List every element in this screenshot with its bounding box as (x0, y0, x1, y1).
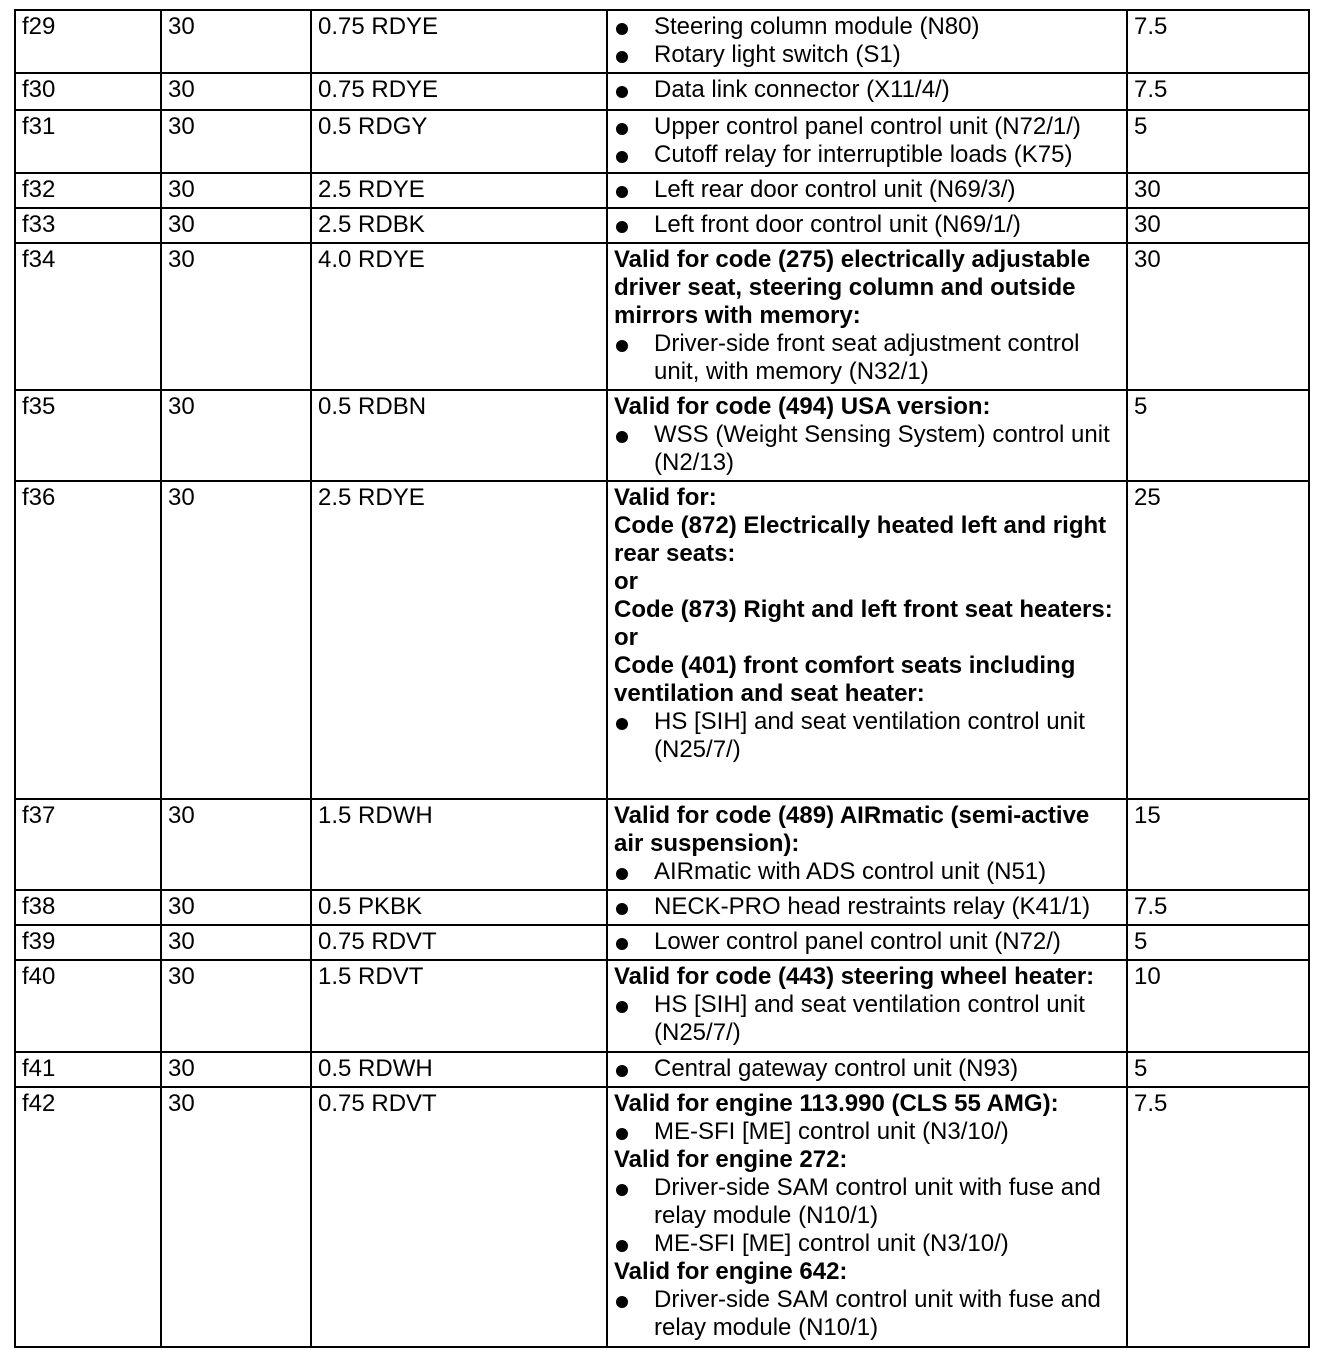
bullet-icon (616, 1128, 628, 1140)
fuse-number-cell: f29 (15, 10, 161, 73)
consumer-item-text: ME-SFI [ME] control unit (N3/10/) (654, 1118, 1009, 1145)
bullet-icon (616, 151, 628, 163)
condition-heading: or (614, 624, 638, 651)
circuit-cell: 30 (161, 1087, 311, 1347)
consumer-item-text: Upper control panel control unit (N72/1/) (654, 113, 1081, 140)
consumer-item-text: Steering column module (N80) (654, 13, 980, 40)
condition-heading: Valid for engine 642: (614, 1258, 848, 1285)
consumer-item (614, 893, 1124, 921)
consumer-cell (607, 208, 1127, 243)
bullet-icon (616, 1184, 628, 1196)
consumer-item-text: Left front door control unit (N69/1/) (654, 211, 1021, 238)
bullet-icon (616, 1296, 628, 1308)
bullet-icon (616, 431, 628, 443)
fuse-rating-cell: 5 (1127, 390, 1309, 481)
consumer-cell (607, 110, 1127, 173)
table-row (15, 890, 1309, 925)
consumer-item-text: Central gateway control unit (N93) (654, 1055, 1019, 1082)
fuse-rating-cell: 30 (1127, 243, 1309, 390)
table-row (15, 1087, 1309, 1347)
consumer-item-text: WSS (Weight Sensing System) control unit (N2/13) (654, 421, 1110, 476)
consumer-item-text: Cutoff relay for interruptible loads (K75) (654, 141, 1073, 168)
wire-cell: 1.5 RDWH (311, 799, 607, 890)
table-row (15, 481, 1309, 799)
circuit-cell: 30 (161, 110, 311, 173)
consumer-cell (607, 1052, 1127, 1087)
consumer-item-text: Data link connector (X11/4/) (654, 76, 950, 103)
consumer-item-text: Lower control panel control unit (N72/) (654, 928, 1061, 955)
circuit-cell: 30 (161, 173, 311, 208)
fuse-number-cell: f35 (15, 390, 161, 481)
circuit-cell: 30 (161, 890, 311, 925)
table-row (15, 799, 1309, 890)
condition-heading: Valid for engine 113.990 (CLS 55 AMG): (614, 1090, 1059, 1117)
wire-cell: 0.5 RDGY (311, 110, 607, 173)
bullet-icon (616, 718, 628, 730)
fuse-rating-cell: 30 (1127, 173, 1309, 208)
consumer-item (614, 76, 1124, 104)
circuit-cell: 30 (161, 208, 311, 243)
consumer-cell (607, 73, 1127, 110)
wire-cell: 0.5 RDBN (311, 390, 607, 481)
circuit-cell: 30 (161, 960, 311, 1052)
fuse-number-cell: f30 (15, 73, 161, 110)
consumer-item-text: Rotary light switch (S1) (654, 41, 901, 68)
consumer-item (614, 13, 1124, 41)
consumer-item-text: ME-SFI [ME] control unit (N3/10/) (654, 1230, 1009, 1257)
table-row (15, 1052, 1309, 1087)
consumer-cell (607, 390, 1127, 481)
wire-cell: 0.75 RDYE (311, 73, 607, 110)
consumer-cell (607, 890, 1127, 925)
bullet-icon (616, 340, 628, 352)
consumer-item (614, 1055, 1124, 1083)
fuse-number-cell: f37 (15, 799, 161, 890)
wire-cell: 2.5 RDYE (311, 481, 607, 799)
fuse-rating-cell: 15 (1127, 799, 1309, 890)
wire-cell: 2.5 RDBK (311, 208, 607, 243)
fuse-number-cell: f39 (15, 925, 161, 960)
circuit-cell: 30 (161, 799, 311, 890)
consumer-item-text: HS [SIH] and seat ventilation control unit (N25/7/) (654, 708, 1085, 763)
fuse-rating-cell: 25 (1127, 481, 1309, 799)
fuse-number-cell: f31 (15, 110, 161, 173)
consumer-cell (607, 799, 1127, 890)
bullet-icon (616, 1001, 628, 1013)
table-row (15, 243, 1309, 390)
condition-heading: Valid for code (275) electrically adjustable driver seat, steering column and outside mirrors with memory: (614, 246, 1091, 329)
table-row (15, 208, 1309, 243)
consumer-cell (607, 925, 1127, 960)
consumer-item-text: Left rear door control unit (N69/3/) (654, 176, 1016, 203)
fuse-rating-cell: 7.5 (1127, 73, 1309, 110)
bullet-icon (616, 221, 628, 233)
consumer-item (614, 991, 1124, 1047)
condition-heading: Code (873) Right and left front seat heaters: (614, 596, 1113, 623)
consumer-item (614, 1286, 1124, 1342)
circuit-cell: 30 (161, 243, 311, 390)
fuse-number-cell: f42 (15, 1087, 161, 1347)
table-row (15, 73, 1309, 110)
wire-cell: 0.75 RDVT (311, 1087, 607, 1347)
condition-heading: Valid for: (614, 484, 717, 511)
circuit-cell: 30 (161, 73, 311, 110)
condition-heading: Valid for engine 272: (614, 1146, 848, 1173)
fuse-rating-cell: 5 (1127, 1052, 1309, 1087)
consumer-item (614, 41, 1124, 69)
fuse-number-cell: f32 (15, 173, 161, 208)
bullet-icon (616, 123, 628, 135)
consumer-item (614, 928, 1124, 956)
consumer-item (614, 330, 1124, 386)
table-row (15, 960, 1309, 1052)
table-row (15, 10, 1309, 73)
consumer-cell (607, 481, 1127, 799)
fuse-number-cell: f34 (15, 243, 161, 390)
fuse-rating-cell: 10 (1127, 960, 1309, 1052)
condition-heading: Code (872) Electrically heated left and right rear seats: (614, 512, 1107, 567)
circuit-cell: 30 (161, 1052, 311, 1087)
table-row (15, 925, 1309, 960)
circuit-cell: 30 (161, 925, 311, 960)
consumer-item (614, 421, 1124, 477)
condition-heading: Valid for code (443) steering wheel heater: (614, 963, 1095, 990)
consumer-cell (607, 243, 1127, 390)
consumer-item-text: AIRmatic with ADS control unit (N51) (654, 858, 1047, 885)
consumer-item (614, 176, 1124, 204)
bullet-icon (616, 903, 628, 915)
bullet-icon (616, 1240, 628, 1252)
condition-heading: Valid for code (489) AIRmatic (semi-active air suspension): (614, 802, 1090, 857)
wire-cell: 0.5 RDWH (311, 1052, 607, 1087)
bullet-icon (616, 1065, 628, 1077)
condition-heading: or (614, 568, 638, 595)
fuse-rating-cell: 5 (1127, 925, 1309, 960)
circuit-cell: 30 (161, 10, 311, 73)
consumer-item-text: HS [SIH] and seat ventilation control unit (N25/7/) (654, 991, 1085, 1046)
circuit-cell: 30 (161, 481, 311, 799)
wire-cell: 2.5 RDYE (311, 173, 607, 208)
fuse-number-cell: f40 (15, 960, 161, 1052)
consumer-item-text: Driver-side SAM control unit with fuse and relay module (N10/1) (654, 1174, 1101, 1229)
fuse-number-cell: f33 (15, 208, 161, 243)
bullet-icon (616, 938, 628, 950)
consumer-item (614, 113, 1124, 141)
bullet-icon (616, 51, 628, 63)
fuse-rating-cell: 7.5 (1127, 10, 1309, 73)
wire-cell: 0.75 RDVT (311, 925, 607, 960)
fuse-rating-cell: 5 (1127, 110, 1309, 173)
table-row (15, 390, 1309, 481)
consumer-item-text: Driver-side front seat adjustment control unit, with memory (N32/1) (654, 330, 1080, 385)
table-row (15, 110, 1309, 173)
fuse-number-cell: f38 (15, 890, 161, 925)
table-row (15, 173, 1309, 208)
fuse-rating-cell: 7.5 (1127, 890, 1309, 925)
condition-heading: Valid for code (494) USA version: (614, 393, 991, 420)
wire-cell: 4.0 RDYE (311, 243, 607, 390)
condition-heading: Code (401) front comfort seats including ventilation and seat heater: (614, 652, 1076, 707)
consumer-cell (607, 173, 1127, 208)
consumer-cell (607, 1087, 1127, 1347)
consumer-cell (607, 10, 1127, 73)
fuse-rating-cell: 7.5 (1127, 1087, 1309, 1347)
bullet-icon (616, 23, 628, 35)
wire-cell: 1.5 RDVT (311, 960, 607, 1052)
consumer-item (614, 708, 1124, 764)
bullet-icon (616, 86, 628, 98)
fuse-table-body (15, 10, 1309, 1347)
consumer-item (614, 858, 1124, 886)
consumer-item (614, 1118, 1124, 1146)
bullet-icon (616, 186, 628, 198)
fuse-table (14, 9, 1310, 1348)
consumer-item (614, 1174, 1124, 1230)
consumer-item-text: Driver-side SAM control unit with fuse and relay module (N10/1) (654, 1286, 1101, 1341)
bullet-icon (616, 868, 628, 880)
circuit-cell: 30 (161, 390, 311, 481)
fuse-number-cell: f41 (15, 1052, 161, 1087)
consumer-item (614, 211, 1124, 239)
fuse-rating-cell: 30 (1127, 208, 1309, 243)
fuse-number-cell: f36 (15, 481, 161, 799)
wire-cell: 0.5 PKBK (311, 890, 607, 925)
consumer-item-text: NECK-PRO head restraints relay (K41/1) (654, 893, 1091, 920)
wire-cell: 0.75 RDYE (311, 10, 607, 73)
consumer-item (614, 141, 1124, 169)
consumer-cell (607, 960, 1127, 1052)
consumer-item (614, 1230, 1124, 1258)
